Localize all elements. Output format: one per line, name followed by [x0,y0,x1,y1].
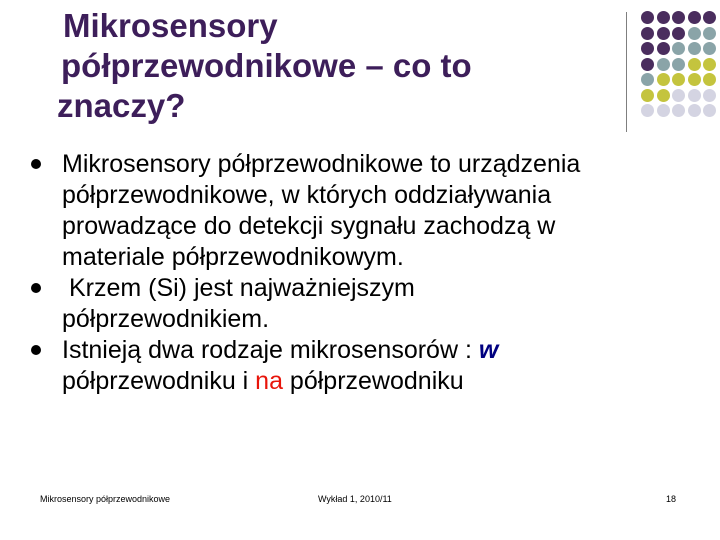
decorative-dot [703,11,716,24]
decorative-dot [688,73,701,86]
decorative-dot [657,104,670,117]
bullet-line: materiale półprzewodnikowym. [62,243,404,271]
bullet-item [22,335,702,397]
bullet-marker-icon [31,159,41,169]
title-line-1: Mikrosensory [63,7,278,44]
decorative-dot [641,104,654,117]
decorative-dot [703,27,716,40]
decorative-dot [672,104,685,117]
decorative-dot [641,89,654,102]
decorative-dot [657,89,670,102]
decorative-dot [672,27,685,40]
decorative-dot [688,42,701,55]
decorative-dot [657,11,670,24]
decorative-dot [703,58,716,71]
decorative-dot [703,89,716,102]
decorative-dot [703,104,716,117]
bullet-line: Mikrosensory półprzewodnikowe to urządzenia [62,150,581,178]
bullet-marker-icon [31,283,41,293]
decorative-dot [641,58,654,71]
decorative-dot [688,58,701,71]
bullet-line [62,366,702,397]
bullet-line: półprzewodnikiem. [62,305,270,333]
bullet-text: półprzewodniku i [62,367,256,395]
title-line-2: półprzewodnikowe – co to [61,47,472,84]
accent-word-w: w [478,336,499,364]
bullet-marker-icon [31,345,41,355]
decorative-dot [672,42,685,55]
accent-word-na: na [255,367,283,395]
bullet-item [22,273,702,335]
bullet-item [22,149,702,273]
decorative-dot [688,104,701,117]
decorative-dot [703,73,716,86]
decorative-dot [657,27,670,40]
bullet-list [22,149,702,397]
decorative-dot [641,42,654,55]
bullet-text: półprzewodniku [282,367,464,395]
footer-page-number: 18 [666,494,677,504]
decorative-dot [641,11,654,24]
bullet-line: Krzem (Si) jest najważniejszym [62,274,415,302]
decorative-dot-grid [641,11,711,121]
decorative-dot [657,73,670,86]
decorative-dot [641,73,654,86]
decorative-dot [641,27,654,40]
decorative-dot [688,11,701,24]
slide-title [45,6,605,126]
decorative-dot [672,58,685,71]
footer-lecture: Wykład 1, 2010/11 [318,494,392,504]
decorative-dot [672,89,685,102]
decorative-divider [626,12,627,132]
bullet-text: Istnieją dwa rodzaje mikrosensorów : [62,336,479,364]
decorative-dot [672,11,685,24]
decorative-dot [657,42,670,55]
title-line-3: znaczy? [57,87,186,124]
decorative-dot [688,89,701,102]
bullet-line: półprzewodnikowe, w których oddziaływania [62,181,552,209]
decorative-dot [688,27,701,40]
footer-title: Mikrosensory półprzewodnikowe [40,494,171,504]
decorative-dot [672,73,685,86]
bullet-line: prowadzące do detekcji sygnału zachodzą w [62,212,556,240]
decorative-dot [657,58,670,71]
bullet-line [62,335,702,366]
decorative-dot [703,42,716,55]
